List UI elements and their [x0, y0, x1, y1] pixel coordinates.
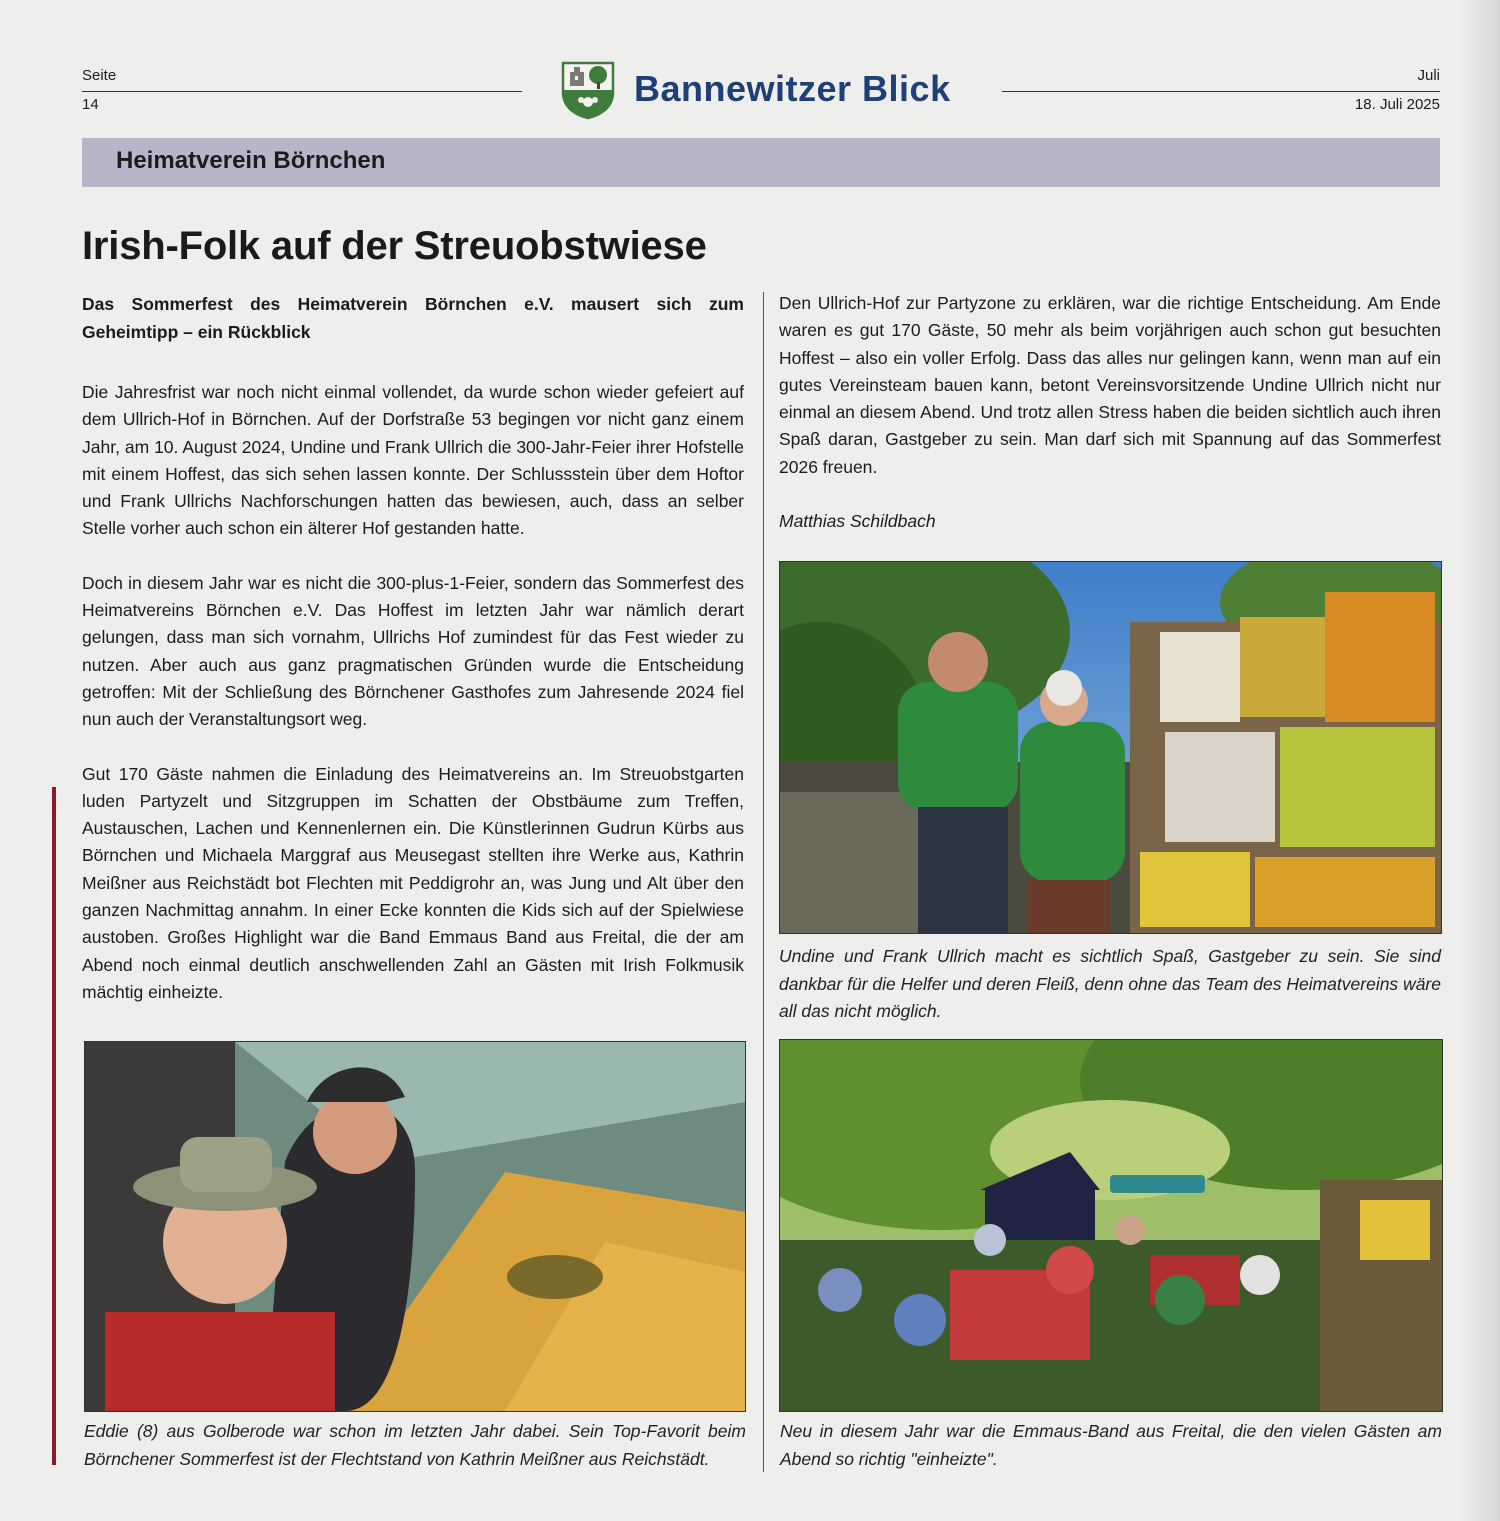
right-column [779, 290, 1441, 535]
column-divider [763, 292, 764, 1472]
page-edge-shadow [1460, 0, 1500, 1521]
article-paragraph-4: Den Ullrich-Hof zur Partyzone zu erklären, war die richtige Entscheidung. Am Ende waren es gut 170 Gäste, 50 mehr als beim vorjährigen auch schon gut besuchten Hoffest – also ein voller Erfolg. Dass das alles nur gelingen kann, wenn man auf ein gutes Vereinsteam bauen kann, betont Vereinsvorsitzende Undine Ullrich nicht nur einmal an diesem Abend. Und trotz allen Stress haben die beiden sichtlich auch ihren Spaß daran, Gastgeber zu sein. Man darf sich mit Spannung auf das Sommerfest 2026 freuen. [779, 293, 1441, 477]
caption-ullrich: Undine und Frank Ullrich macht es sichtlich Spaß, Gastgeber zu sein. Sie sind dankbar für die Helfer und deren Fleiß, denn ohne das Team des Heimatvereins wäre all das nicht möglich. [779, 946, 1441, 1021]
masthead-rule-left [82, 91, 522, 92]
article-author: Matthias Schildbach [779, 511, 936, 532]
section-band [82, 138, 1440, 187]
publication-title: Bannewitzer Blick [634, 68, 951, 109]
photo-emmaus-band [779, 1039, 1443, 1412]
photo-ullrich-couple [779, 561, 1442, 934]
month-label: Juli [1417, 67, 1440, 84]
accent-bar [52, 787, 56, 1465]
left-column [82, 290, 744, 1006]
masthead-left [82, 66, 522, 113]
article-paragraph-3: Gut 170 Gäste nahmen die Einladung des Heimatvereins an. Im Streuobstgarten luden Partyzelt und Sitzgruppen im Schatten der Obstbäume zum Treffen, Austauschen, Lachen und Kennenlernen ein. Die Künstlerinnen Gudrun Kürbs aus Börnchen und Michaela Marggraf aus Meusegast stellten ihre Werke aus, Kathrin Meißner aus Reichstädt bot Flechten mit Peddigrohr an, was Jung und Alt über den ganzen Nachmittag annahm. In einer Ecke konnten die Kids sich auf der Spielwiese austoben. Großes Highlight war die Band Emmaus Band aus Freital, die der am Abend noch einmal deutlich anschwellenden Zahl an Gästen mit Irish Folkmusik mächtig einheizte. [82, 763, 744, 1002]
photo-eddie [84, 1041, 746, 1412]
caption-eddie: Eddie (8) aus Golberode war schon im letzten Jahr dabei. Sein Top-Favorit beim Börnchener Sommerfest ist der Flechtstand von Kathrin Meißner aus Reichstädt. [84, 1421, 746, 1469]
article-paragraph-1: Die Jahresfrist war noch nicht einmal vollendet, da wurde schon wieder gefeiert auf dem Ullrich-Hof in Börnchen. Auf der Dorfstraße 53 begingen vor nicht ganz einem Jahr, am 10. August 2024, Undine und Frank Ullrich die 300-Jahr-Feier ihrer Hofstelle mit einem Hoffest, das sich sehen lassen konnte. Der Schlussstein über dem Hoftor und Frank Ullrichs Nachforschungen hatten das bewiesen, auch, dass an selber Stelle vorher auch schon ein älterer Hof gestanden hatte. [82, 382, 744, 539]
masthead-rule-right [1002, 91, 1440, 92]
caption-band: Neu in diesem Jahr war die Emmaus-Band aus Freital, die den vielen Gästen am Abend so richtig "einheizte". [780, 1421, 1442, 1469]
article-headline: Irish-Folk auf der Streuobstwiese [82, 224, 707, 268]
section-title: Heimatverein Börnchen [116, 147, 386, 174]
page-label: Seite [82, 67, 117, 84]
article-paragraph-2: Doch in diesem Jahr war es nicht die 300-plus-1-Feier, sondern das Sommerfest des Heimatvereins Börnchen e.V. Das Hoffest im letzten Jahr war nämlich derart gelungen, dass man sich vornahm, Ullrichs Hof zumindest für das Fest wieder zu nutzen. Aber auch aus ganz pragmatischen Gründen wurde die Entscheidung getroffen: Mit der Schließung des Börnchener Gasthofes zum Jahresende 2024 fiel nun auch der Veranstaltungsort weg. [82, 572, 744, 730]
masthead-right [1002, 66, 1440, 113]
issue-date: 18. Juli 2025 [1354, 96, 1440, 113]
article-lead: Das Sommerfest des Heimatverein Börnchen e.V. mausert sich zum Geheimtipp – ein Rückblick [82, 294, 744, 342]
crest-icon [560, 60, 616, 120]
page-number: 14 [82, 96, 99, 113]
